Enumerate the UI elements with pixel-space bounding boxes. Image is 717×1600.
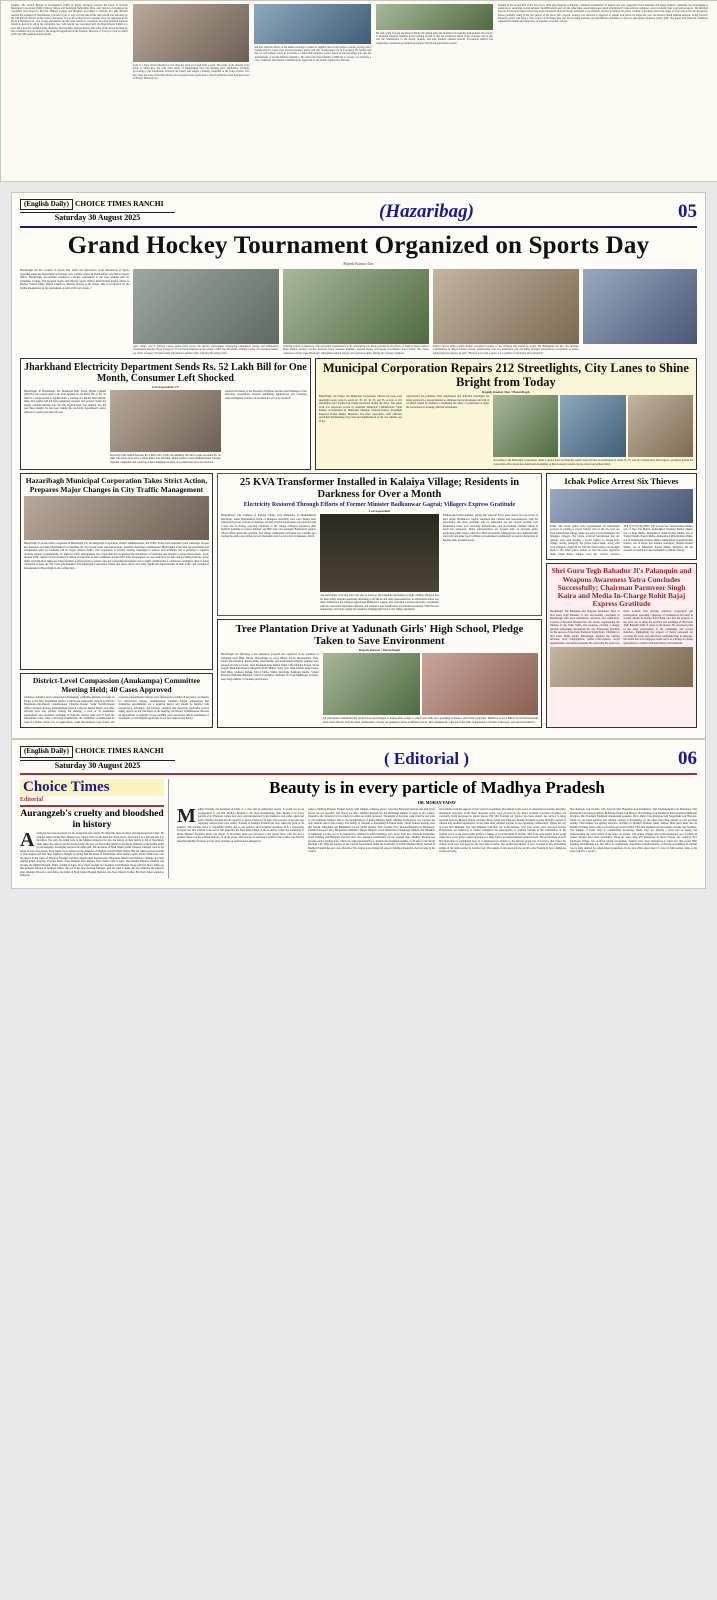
story-byline: Rajesh Kumar / Hazaribagh: [358, 648, 401, 653]
publication-date: Saturday 30 August 2025: [20, 212, 175, 224]
lead-text: girls' teams, and 3 training career teams from across the district participated, displaying remarkable energy and enthusiasm. Tournament Results: Boys' Category: Tricus Team emerged as the winner, while Day Boarding Training Center was declared runner-up. Girls' Category: Farzana Team clinched the winner's title, with Day Boarding Girls: [133, 345, 280, 355]
fragment-text: demand in the second half of the fiscal year. With easy financial conditions, continued transmission of interest rate cuts, supportive fiscal measures and rising domestic optimism, the environment is conducive to sustaining overall demand, the RBI bulletin said. On the other hand, uncertainties associated with India-US trade policies continue to pose downside risks to growth prospects. The inflation forecast for the near future has become more favourable than previously estimated. Core inflation, driven by easing food prices, is likely to moderate below the target of 4 per cent in the second quarter, before gradually rising in the last quarter of the fiscal year. Overall, average core inflation is expected to remain well below its target this year, the Reserve Bank bulletin stressed. Going forward, monetary policy will keep a close watch on incoming data and the evolving domestic growth-inflation dynamics to chart an appropriate monetary policy path. The report said financial conditions remained favourable and supportive of domestic economic activity.: [497, 4, 708, 24]
article-text: Madhya Pradesh, the heartland of India, is a state rich in unmatched beauty. It would not be an exaggeration to say that Madhya Pradesh is the most mesmerizing state. Beauty is in every particle of it. Wherever comes best view, gets mesmerized by the memories and comes again and again. Madhya Pradesh has the capacity to attract tourists of all ages. The concepts of decades ago regarding tourism have now ended. Tourism in Madhya Pradesh has now taken the form of an industry. The tourism sector is expanding rapidly due to our policies and farsighted decisions. It is a universally accepted fact that tourism is the sector that generates the most employment in the economy. Under the leadership of Prime Minister Narendra Modi, the impact of Incredible India has increased at the global level. This has had a positive impact on the tourism industry of all the states. The increase in domestic tourism in the country has directly benefited Madhya Pradesh as well. New branches of tourism have emerged in: [177, 805, 304, 843]
article-author: DR. MOHAN YADAV: [418, 800, 456, 806]
fragment-text: body of a Tetra driven missing for two days has been recovered from a pond. The name of the missing Tetra driver is Shital Rai. The said Tetra driver of Dungachhap area was missing since Wednesday morning. According to the information received, the family had lodged a missing complaint at the police station. Two days later, the body of the Tetra driver was recovered from a pond near a culvert in Khaira Gram Panchayat area on Friday. However, his: [132, 64, 250, 80]
story-text: All participants enthusiastically planted trees and pledged to inspire more people to plant trees while also spreading awareness about their protection. Members of Arya Bharat Social Development Trust stated that the Trust has been continuously carrying out plantation drives at different places. They emphasized, "One tree is the basis of thousands of breaths. Plant trees, save the environment.": [322, 717, 538, 724]
editorial-text: Aurangzeb has been notorious for his fanaticism and cruelty. He killed his three brothers and imprisoned his father. He with his eldest brother Dara Shikoh very cruelly, Dara cut his head into three pieces, decorated it as a gift and sent it to his father. Not only the ruling style of the Mughal emperors but also the history of their family is full of bloodshed. Shah Jahan also did not get the throne easily. He also got his brother Shahryar and many members of the family killed for the kingship. Aurangzeb adopted the same path. The decisions of Shah Jahan's father Emperor Jahangir were in the hands of one of his wives, Noor Jahan. Noor Jahan was the daughter of Mughal courtier Mirza Ghiyas Beg but Akbar got her married to Sher Afghan and sent Sher Afghan to Bengal by giving him the estate of Vardhaman. After Akbar's death, Prince Salim took over the throne in the name of Emperor Jahangir and Sher Afghan died mysteriously. Historians believe that Emperor Jahangir got Sher Afghan killed. Anyway, after the death of her husband Sher Afghan, Noor Jahan came to Agra. She married Emperor Jahangir and became the Mughal Begum. While coming to Agra, Noor Jahan brought her daughter Ladli Begum along with her. Noor Jahan got this daughter married to Shahryar Mirza, the son of her new husband Jahangir. And she tried to make this son Shahryar the emperor after Jahangir. However, Asaf Khan, the father of Shah Jahan's Begum Mumtaz, was Noor Jahan's brother. But Noor Jahan wanted to make her: [20, 829, 164, 878]
lead-text: District Sports Officer Prem Kumar presented trophies to the winning and runner-up teams. He highlighted the life and sporting contributions of Major Dhyan Chand, emphasizing how his dedication and discipline brought international recognition to India. Addressing the players, he said: "Hockey is not just a sport; it is a symbol of discipline and patriotism.": [432, 345, 579, 355]
story-text: Ichak: The Ichak police have apprehended six individuals accused of stealing a tractor battery. Out of the six, four are from Ahmadabad village, while one each is from Karimpur and Mangura villages. The police received information that six persons were seen stealing a tractor battery in Alonja Kala village. Acting promptly, the police patrol team, along with local villagers, caught all six with the stolen battery and brought them to the Ichak police station. A case has been registered under Ichak Police Station, Case No. 124/25, Sections 303(1)/317(5)/3(5) BNS. The accused are: Akash Kumar Mehta, son of Tees Tan Mehta, Ahmedabad; Prashant Kumar Mehta, son of Raju Mehta, Ahmedabad; Ankit Kumar Mehta, son of Varun Chandra Prasad Mehta, Ahmedabad; Pintu Kumar Mehta, son of Ramchandra Kumar Mehta, Ahmedabad; Gautam Kumar Kanara, son of Kiran Sen Kanara, Karimpur; Jitendra Kumar Mehta, son of Mahendra Prasad Mehta, Mangura. All the arrested accused have been remanded to judicial custody.: [550, 524, 693, 556]
publication-date: Saturday 30 August 2025: [20, 760, 175, 772]
masthead-left: [20, 746, 175, 771]
story-traffic-management: [20, 473, 213, 670]
photo-dhyan-chand-statue: [583, 269, 698, 344]
paper-name: CHOICE TIMES RANCHI: [74, 199, 164, 208]
fragment-column: [376, 4, 493, 80]
article-text: Shri Ramraja Lok Orchha, Jam Sanwali Shri Hanuman Lok Pandhurna, Shri Pashupatinath Lok Mandsaur, Shri Parshuram Lok Janapav Mhow, Maharana Pratap Lok Bhopal, Shri Ramraja Lok Neemuch, Rani Avantibai Memorial Jabalpur, Maa Narmada Mahakali Amarkantak Anuppur, Devi Ahilya Lok Khargone and Nagarmath Lok Barwani. While on one hand spiritual and cultural tourism is flourishing, on the other hand film tourism is also growing rapidly. Film makers are getting attractive facilities in Madhya Pradesh. Many famous films have been shot in Madhya Pradesh. Due to this, local artists get work in films. Film unit members get the benefit of home stay facilities. The number of home stays is continuously increasing. Home stays are playing a good role in seeing and understanding the rural culture of the state. At present, 100 tourist villages have been developed, out of which 43 tourist villages have been developed. There are more than 470 homestays in these. Prayag, the country's first handloom village, has received global recognition. Tourists have been introduced to tribal arts like Gond, Bhil Painting and Mandana Art. Our aim is to continuously expand the tourism industry, so that the possibilities of tourism can be fully utilized for employment generation. In the year 2024, more than 13 crore 41 lakh tourists came to the state, which is a record.: [570, 808, 697, 854]
photo-plantation-2: [422, 653, 538, 715]
edition-city: (Hazaribag): [379, 200, 474, 222]
story-electricity-bill: [20, 358, 311, 471]
story-text: According to the Municipal Corporation, under a special drive on Saturday, repair work will also be undertaken in wards 31, 32, and 33. Citizens have been urged to promptly inform the corporation office about non-functional streetlights so that necessary repairs can be carried out without delay.: [493, 459, 693, 466]
lead-text: Hazaribagh: On the occasion of Sports Day, under the supervision of the Directorate of Sports operating under the Department of Tourism, Arts, Culture, Sports & Youth Affairs, the District Sports Office, Hazaribagh, successfully organized a hockey tournament at the new stadium near St. Columbus College. The program began with District Sports Officer Prem Kumar paying tribute to Hockey Wizard Major Dhyan Chand by offering flowers at his statue. This was followed by the formal inauguration of the tournament. A total of 92 boys' teams, 7: [20, 269, 130, 290]
article-headline: Beauty is in every particle of Madhya Pradesh: [269, 778, 605, 798]
brand-tag: Editorial: [20, 797, 44, 804]
story-correspondent: Correspondent: [368, 509, 391, 514]
story-text: thanked the former minister, saying that when all doors were closed, he took notice of their plight. Badkunwar Gagrai remarked that citizens and representatives with the expectation that their problems will be addressed, yet the current scenario sees dilapidated roads, poor electricity infrastructure, and government schemes failing to reach the grassroots. Many representatives are focused only on personal gains, neglecting public issues, which he called unfortunate. Villagers have also demanded that electricity and other basic facilities be maintained continuously to prevent disruptions in meeting their essential needs.: [442, 514, 538, 542]
story-tree-plantation: [217, 619, 542, 728]
story-text: was particularly worrying since the area is prone to wild elephant movement at night; making villagers fear for their safety. Despite repeatedly informing local MLAs and other representatives, no substantial action was taken. Exhausted, the villagers approached Badkunwar Gagrai, who took their concerns seriously, coordinated with the concerned department officials, and ensured a new transformer was installed promptly. With the new transformer, electricity supply has resumed, bringing light back to the village. Residents: [320, 594, 439, 612]
story-streetlights: [315, 358, 697, 471]
fragment-text: He said, going forward, the Reserve Bank will remain agile and flexible in its liquidity management. We will try to maintain adequate liquidity in the banking system so that the productive needs of the economy can be met and the transmission to the money markets and debt markets remains smooth. Favourable rainfall and temperature conditions are auspicious signs for the Kharif agricultural season.: [376, 32, 493, 45]
daily-label: (English Daily): [20, 746, 73, 757]
photo-hockey-team: [133, 269, 279, 344]
story-text: electricity bills ranged between Rs. 2,000 to Rs. 2,200, but suddenly, the bill for June exceeded Rs. 52 lakh. The issue arose after a smart meter was installed, which seems to have malfunctioned. Despite repeated complaints and receiving acknowledgment receipts, no problem has yet to be resolved.: [110, 453, 221, 464]
paper-name: CHOICE TIMES RANCHI: [74, 746, 164, 756]
story-text: Chaibasa: A district-level compassion (Anukampa) committee meeting was held on Friday at the West Singhbhum District Collectorate auditorium, chaired by District Magistrate-cum-Deputy Commissioner Chandan Kumar. Sadar Sub-Divisional Officer Sandeep Anurag, Establishment Deputy Collector Kumar Harsh, and other officials were also present. During the meeting, a total of 52 Anukampa applications were reviewed, including 43 from the clerical cadre and 37 from the subordinate cadre. After a thorough examination, the committee recommended 40 cases for further action. For 12 applications, some discrepancies were found, and concerned departmental officers were instructed to submit all necessary documents for verification. Deputy Commissioner Chandan Kumar emphasized that Anukampa appointments are a sensitive matter and should be handled with transparency, efficiency, and fairness, ensuring that deserving applicants receive timely justice. At the conclusion of the meeting, the Deputy Commissioner directed all departments to regularly review pending cases and ensure timely submission of documents, so that eligible applicants do not face unnecessary delays.: [24, 696, 209, 724]
story-subheadline: Electricity Restored Through Efforts of Former Minister Badkunwar Gagrai; Villagers Express Gratitude: [243, 501, 516, 508]
brand-title: Choice Times: [20, 779, 164, 796]
photo-streetlight-repair-2: [560, 395, 625, 457]
photo-placeholder: [376, 4, 493, 30]
story-text: reported the matter to the Executive Engineer and the Zonal Manager of the electricity department. Despite submitting applications and receiving acknowledgment receipts, his problem has yet to be resolved.: [224, 389, 307, 400]
article-text: rail facilities with the support of the Central Government. Investment in this sector is constantly increasing. Recently, investment proposals worth three thousand crores were received in the Rewa Tourism Conclave. Facilities are constantly being increased in tourist places. PM Shri Tourism Air Service has been started. Air service is being operated between Bhopal, Indore, Jabalpur, Rewa, Satna and Singrauli. Madhya Pradesh is going through a period of cultural and spiritual renaissance. At the same time, spiritual tourism is also expanding continuously. Ujjain, the city of Lord Shri Mahakal, and Shri Mahakal Lok here are world famous. Last year, seven crore devotees visited. Preparations are underway to further strengthen the participation of spiritual tourism in the contribution of the tourism sector to the state's GDP. There is a temple of Lord Shri Ram in Orchha. This is the only temple in the world where the Lord is given a guard of honor as a king. This is an unprecedented spiritual event. The government of Lord Shri Ram Raja is established here. It is mentioned in relation to the historic grand fort of Gwalior that where the written word zero was used for the first time in India. The earliest inscription of zero is found in this Chaturbhuj temple of the ninth century in Gwalior fort. This temple is also known in the world as the 'Temple of Zero'. Religious events are being: [439, 808, 566, 854]
page-number: 05: [678, 200, 697, 222]
story-compassion-committee: [20, 673, 213, 728]
story-headline: Jharkhand Electricity Department Sends Rs. 52 Lakh Bill for One Month, Consumer Left Shocked: [24, 361, 307, 384]
story-headline: Hazaribagh Municipal Corporation Takes Strict Action, Prepares Major Changes in City Traffic Management: [25, 476, 208, 494]
daily-label: (English Daily): [20, 199, 73, 210]
photo-consumer-with-bill: [110, 390, 221, 452]
story-headline: Municipal Corporation Repairs 212 Streetlights, City Lanes to Shine Bright from Today: [322, 360, 689, 389]
photo-police-arrest: [550, 489, 693, 523]
newspaper-page-05: [11, 192, 706, 739]
story-headline: Shri Guru Tegh Bahadur Ji's Palanquin and Weapons Awareness Yatra Concludes Successfully; Chairman Parmveer Singh Kaira and Media In-Charge Rohit Bajaj Express Gratitude: [551, 566, 692, 608]
fragment-column: [498, 4, 708, 80]
section-title: ( Editorial ): [384, 748, 469, 768]
photo-award-ceremony: [433, 269, 579, 344]
fragment-column: [254, 4, 371, 80]
story-text: Hazaribagh: On Friday, the Municipal Corporation carried out large-scale streetlight repair work in wards 22, 30, 20, 34, 33, and 36. A total of 212 streetlights were repaired and made functional during the drive. The repair work was inspected on-site by Assistant Municipal Commissioner Vipin Kumar, accompanied by Municipal Manager Santosh Kumar, Streetlight Inspector Sridan Mukut, Marshals, and other corporation staff. Officials stated that illuminating every lane and neighborhood of the city remains one of the: [318, 395, 402, 423]
story-palanquin-yatra: [546, 563, 697, 728]
story-text: Hatgamharia: The residents of Kalaiya village, Tola Mahesbera in Dhakabakland Panchayat, under Hatgamharia block of Madgaon Assembly area, have finally been relieved from over a month of darkness. A burnt 25 KVA transformer was replaced with a new one on Friday, restoring electricity to the village. Villagers expressed their heartfelt gratitude to former minister and BJP state vice-president Badkunwar Gagrai, whose efforts made this possible. The village transformer had burnt out a month ago, leaving the entire area without power. Residents were forced to live in darkness, which: [220, 514, 317, 539]
photo-traffic-meeting: [24, 496, 209, 540]
story-headline: District-Level Compassion (Anukampa) Committee Meeting Held; 40 Cases Approved: [32, 676, 201, 694]
divider: [20, 805, 164, 807]
page-number: 06: [678, 747, 697, 769]
article-text: came to Madhya Pradesh. Natural beauty, wild animals, religious places, attractive historical heritage and lush green forests are our specialty. Our forests are alive. Madhya Pradesh has the maximum number of tigers in the country. Cheetah is the cleanest river in which crocodiles are being protected. Thousands of devotees come from far and wide to visit Narmada Maiyya. Due to the farsightedness of Prime Minister Modi, Madhya Pradesh has now become the only cheetah state in the country. The family of cheetahs is flourishing in Palpur Kuno. World famous heritage sites like Sanchi, Khajuraho and Bhimbetka are our global identity. Near Gwalior Fort, Khooni Bhandara of Burhanpur, Chambal stone art sites, Bhojeshwar Mahadev Temple Bhojpur, Gond Memorial of Ramnagar Mandla and Dhamnar of Mandsaur are also set to be included in UNESCO's World Heritage List. Apart from this, Narmada Parikrama, Gond Painting and Bhagoria Festival have also emerged prominently on the tourism map. Madhya Pradesh has become such a leading state, which has taken the initiative to include the maximum number of 18 sites in the World Heritage List. With the support of the Central Government under the leadership of Prime Minister Modi, tourism in Madhya Pradesh has got a new direction. The Centre is providing full support. Madhya Pradesh is the first state in the country: [308, 808, 435, 854]
masthead-left: [20, 199, 175, 224]
photo-plantation-1: [323, 653, 420, 715]
story-transformer: [217, 473, 542, 615]
lead-headline: Grand Hockey Tournament Organized on Sports Day: [67, 232, 650, 260]
fragment-column: [133, 4, 250, 80]
story-correspondent: Correspondent CT: [151, 384, 180, 389]
editorial-headline: Aurangzeb's cruelty and bloodshed in history: [20, 809, 164, 830]
story-headline: 25 KVA Transformer Installed in Kalaiya Village; Residents in Darkness for Over a Month: [239, 477, 520, 500]
story-text: Hazaribagh: To tackle traffic congestion in Hazaribagh city, the Municipal Corporation, District Administration, and Traffic Police have launched a joint campaign. Several key measures are being implemented to streamline the city's made roads and intersections. Assistant municipal commissioner Bipin kumar stated that encroachments and unorganized stalls on roadsides will no longer obstruct traffic. The corporation is actively running campaigns to remove encroachments and is planning to organize roadside vendors systematically. To improve traffic management, the corporation has accelerated the installation of barricades and dividers at major intersections. Soon, modern traffic signals will be installed at almost all junctions to help commuters avoid traffic jams. Preparations are also underway for fairs and upcoming festivals. Street lights and high-mast lights are being installed at intersections to ensure safe and convenient movement even at night. Additionally, a continuous cleanliness drive is being conducted to keep the city clean and beautiful. The Municipal Corporation claims that these efforts will bring significant improvements in both traffic and cleanliness management in Hazaribagh in the coming days.: [24, 542, 209, 570]
story-text: Hazaribagh: In Hazaribagh, the Jharkhand Bijli Vitran Nigam Limited (JBVNL) has created quite a stir after sending an electricity bill of Rs. 52 lakh for a single month to Jagdish Ram, a resident of Chhotka Shiv Mandir, Okni. The sudden bill left him completely shocked and worried. When the energy assistant handed over the bill, Jagdish Ram was stunned. For the past three months, he has been visiting the electricity department's senior officials to resolve the issue. He has: [24, 389, 107, 414]
previous-page-fragment: [0, 0, 717, 182]
newspaper-page-06: [11, 739, 706, 889]
story-text: Hazaribagh: The Palanquin and Weapons Awareness Yatra of Shri Guru Tegh Bahadur Ji was successfully concluded in Hazaribagh with great enthusiasm, devotion, and celebration. Crowds of devotees thronged the city streets, experiencing the darshan of the Palki Sahib and weapons, creating a deeply spiritual atmosphere throughout the city. Expressing gratitude for the success of the event, Parmveer Singh Kaira, Chairman of Shri Guru Singh Sabha, Hazaribagh, thanked the visiting devotees, local congregations, Sabha office-bearers, social organizations, and media personnel. He stated that the event was made possible only through collective cooperation and participation, spreading a message of brotherhood and unity in society. Media In-Charge Rohit Bajaj said that the purpose of the yatra was to bring the sacrifice and teachings of Shri Guru Tegh Bahadur Sahib Ji closer to the masses. He expressed pride in the large participation of the community and society members, highlighting the support of media personnel for covering the event and effectively communicating its message. He added that such religious events serve as a bridge for future generations to connect with their history and traditions.: [550, 610, 693, 645]
photo-placeholder: [133, 4, 250, 62]
photo-transformer-night: [320, 514, 439, 592]
story-text: Hazaribagh: On Thursday, a tree plantation program was organized in the premises of Yadunath Girls High School, Hazaribagh, by Arya Bharat Social Development Trust. Under this initiative, shade-giving, fruit-bearing, and environment-friendly saplings were planted. On this occasion, Trust President Arun Kumar Sinha, Uma Shankar Prasad, Sarita Joseph, Bleshnath Prasad, Mrigendra Nath Shukla, Vijay Suri, Asha Pathak, Renu Gupta, Fani Bhui, Sadhana Pathak, Divya Sinha, Sheila Devilorge Sukhram Kumar, School Principal Samridha Banerjee, School Committee Chairman Dr. Sajal Mukherjee, teachers, and a large number of students participated.: [220, 653, 319, 681]
lead-text: Training Centre as runner-up. The successful organization of the tournament was made possible by the efforts of District Sports Officer Prem Kumar, hockey coaches Kotawar Gopi, Sandeep Khalkho, Kandan Kujur, and Sports Coordinator Suraj Yadav. The venue witnessed a lively and enthusiastic atmosphere among players and spectators alike. During the closing ceremony,: [283, 345, 429, 355]
fragment-text: Kolkata. The Central Bureau of Investigation (CBI) on Friday afternoon reached the house of Kolkata Municipal Corporation (KMC) Deputy Mayor and Kasbiganj Belgachhia MLA Atin Ghosh to investigate the corruption case related to RG Kar Medical College and Hospital. According to officials, two CBI officials reached his residence in Shyambazar at around 2 pm. It was told that before this Atin Ghosh was informed by the CBI that the officers would come to his house. It is worth noting that two separate cases are registered in the RG Kar Hospital case - one of rape and murder and the other related to corruption. The then principal Sandeep Ghosh is already in jail in the corruption case. Atin Ghosh was associated with the Rogi Kalyan Samiti as a local MLA and also attended many meetings. Investigating agencies believe that some of the decisions taken by this committee may be related to the alleged irregularities in the hospital. However, it is not yet clear on which points the CBI questioned Atin Ghosh.: [11, 4, 128, 37]
fragment-text: and that amid the efforts of the Indian economy to make its rightful place in the global economy, strong policy frameworks in various areas beyond monetary policy will play an important role in its journey. He further said that we will remain active in providing a comfortable monetary policy based on the upcoming data and the development of growth-inflation dynamics. He said in the latest bulletin of RBI that as always, we will have a clear, consistent and reliable communication, supported by the actions required for this task.: [254, 46, 372, 62]
photo-placeholder: [254, 4, 371, 44]
editorial-masthead: [20, 746, 697, 775]
story-headline: Ichak Police Arrest Six Thieves: [564, 476, 679, 487]
story-text: corporation's top priorities. They emphasized that defective streetlights are being repaired in a phased manner to eliminate the inconvenience and risk of accidents caused by darkness. Considering the safety of pedestrians at night, the corporation is working with full seriousness.: [406, 395, 490, 409]
masthead: [20, 199, 697, 228]
fragment-column: [11, 4, 128, 80]
photo-streetlight-repair-1: [493, 395, 558, 457]
photo-hockey-match: [283, 269, 429, 344]
story-headline: Tree Plantation Drive at Yadunath Girls' High School, Pledge Taken to Save Environment: [235, 622, 524, 648]
photo-palanquin-yatra: [550, 647, 693, 687]
lead-byline: Rajesh Kumar Das: [343, 261, 374, 267]
photo-streetlight-repair-3: [628, 395, 693, 457]
story-byline: Rajesh Kumar Das / Hazaribagh: [482, 390, 530, 395]
story-police-arrest: [546, 473, 697, 560]
